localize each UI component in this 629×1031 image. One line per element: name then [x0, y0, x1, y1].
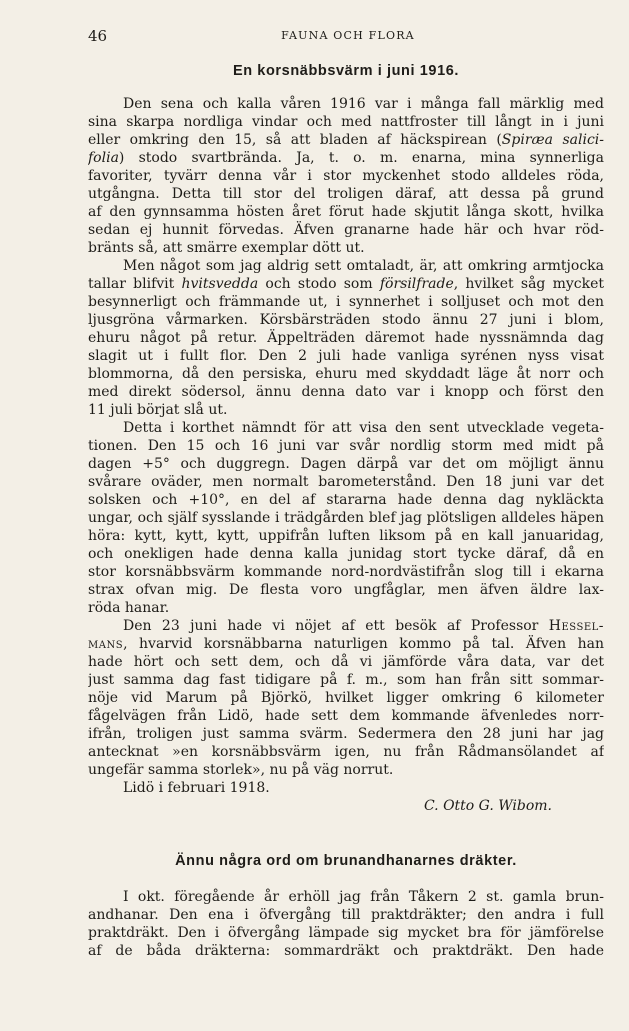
text-line — [88, 185, 604, 203]
page-number: 46 — [88, 27, 108, 45]
italic-run: C. Otto G. Wibom. — [423, 798, 552, 814]
text-run: 11 juli börjat slå ut. — [88, 402, 228, 418]
text-line — [88, 888, 604, 906]
text-line — [88, 455, 604, 473]
text-line — [88, 365, 604, 383]
text-run: af de båda dräkterna: sommardräkt och praktdräkt. Den hade — [88, 943, 604, 959]
place-date-line — [88, 779, 604, 797]
text-line — [88, 906, 604, 924]
text-run: slagit ut i fullt flor. Den 2 juli hade vanliga syrénen nyss visat — [88, 348, 604, 364]
text-run: , hvilket såg mycket — [453, 276, 604, 292]
article-title: En korsnäbbsvärm i juni 1916. — [232, 63, 460, 79]
text-run: tionen. Den 15 och 16 juni var svår nordlig storm med midt på — [88, 438, 604, 454]
text-line — [88, 509, 604, 527]
text-line — [88, 563, 604, 581]
text-run: ungefär samma storlek», nu på väg norrut. — [88, 762, 394, 778]
text-line — [88, 599, 604, 617]
running-head: FAUNA OCH FLORA — [281, 29, 415, 42]
text-run: antecknat »en korsnäbbsvärm igen, nu från Rådmansölandet af — [88, 744, 604, 760]
text-line — [88, 149, 604, 167]
text-run: och stodo som — [258, 276, 380, 292]
text-line — [88, 131, 604, 149]
article-body — [88, 888, 604, 960]
text-run: ungar, och själf sysslande i trädgården blef jag plötsligen alldeles häpen — [88, 510, 604, 526]
small-caps-run: Hessel- — [548, 618, 604, 634]
text-line — [88, 275, 604, 293]
text-run: sedan ej hunnit förvedas. Äfven granarne hade här och hvar röd- — [88, 222, 604, 238]
text-run: dagen +5° och duggregn. Dagen därpå var det om möjligt ännu — [88, 456, 604, 472]
text-line — [88, 635, 604, 653]
text-run: och onekligen hade denna kalla junidag stort tycke däraf, då en — [88, 546, 604, 562]
text-line — [88, 95, 604, 113]
text-run: sina skarpa nordliga vindar och med nattfroster till långt in i juni — [88, 114, 604, 130]
text-line — [88, 167, 604, 185]
text-line — [88, 311, 604, 329]
article-brunandhanar — [88, 851, 604, 960]
text-line — [88, 239, 604, 257]
text-run: tallar blifvit — [88, 276, 182, 292]
text-run: favoriter, tyvärr denna vår i stor myckenhet stodo alldeles röda, — [88, 168, 604, 184]
text-run: Detta i korthet nämndt för att visa den sent utvecklade vegeta- — [123, 420, 604, 436]
text-line — [88, 383, 604, 401]
text-line — [88, 113, 604, 131]
text-run: just samma dag fast tidigare på f. m., som han från sitt sommar- — [88, 672, 604, 688]
text-line — [88, 347, 604, 365]
page-header — [88, 27, 608, 47]
text-line — [88, 545, 604, 563]
article-body — [88, 95, 604, 815]
text-run: Den sena och kalla våren 1916 var i många fall märklig med — [123, 96, 604, 112]
text-run: bränts så, att smärre exemplar dött ut. — [88, 240, 365, 256]
article-korsnabbsvarm — [88, 61, 604, 815]
text-line — [88, 473, 604, 491]
text-run: nöje vid Marum på Björkö, hvilket ligger omkring 6 kilometer — [88, 690, 604, 706]
text-run: med direkt södersol, ännu denna dato var i knopp och först den — [88, 384, 604, 400]
text-run: fågelvägen från Lidö, hade sett dem kommande äfvenledes norr- — [88, 708, 604, 724]
text-line — [88, 617, 604, 635]
text-run: eller omkring den 15, så att bladen af häckspirean ( — [88, 132, 502, 148]
text-run: andhanar. Den ena i öfvergång till praktdräkter; den andra i full — [88, 907, 604, 923]
text-line — [88, 924, 604, 942]
text-line — [88, 761, 604, 779]
text-run: , hvarvid korsnäbbarna naturligen kommo på tal. Äfven han — [123, 636, 604, 652]
small-caps-run: mans — [88, 636, 124, 652]
text-run: stor korsnäbbsvärm kommande nord-nordvästifrån slog till i ekarna — [88, 564, 604, 580]
text-line — [88, 437, 604, 455]
text-run: hade hört och sett dem, och då vi jämförde våra data, var det — [88, 654, 604, 670]
text-run: ifrån, troligen just samma svärm. Sedermera den 28 juni har jag — [88, 726, 604, 742]
text-line — [88, 527, 604, 545]
text-run: ljusgröna vårmarken. Körsbärsträden stodo ännu 27 juni i blom, — [88, 312, 604, 328]
text-line — [88, 329, 604, 347]
text-line — [88, 203, 604, 221]
text-run: utgångna. Detta till stor del troligen däraf, att dessa på grund — [88, 186, 604, 202]
text-run: af den gynnsamma hösten året förut hade skjutit långa skott, hvilka — [88, 204, 604, 220]
text-run: solsken och +10°, en del af stararna hade denna dag nykläckta — [88, 492, 604, 508]
text-line — [88, 689, 604, 707]
text-line — [88, 942, 604, 960]
text-line — [88, 743, 604, 761]
text-line — [88, 653, 604, 671]
italic-run: hvitsvedda — [181, 276, 259, 292]
text-line — [88, 419, 604, 437]
text-run: besynnerligt och främmande ut, i synnerhet i solljuset och mot den — [88, 294, 604, 310]
text-run: höra: kytt, kytt, kytt, uppifrån luften liksom på en kall januaridag, — [88, 528, 604, 544]
italic-run: försilfrade — [379, 276, 454, 292]
text-run: Lidö i februari 1918. — [123, 780, 270, 796]
italic-run: Spiræa salici- — [501, 132, 604, 148]
text-run: Men något som jag aldrig sett omtaladt, är, att omkring armtjocka — [123, 258, 604, 274]
text-line — [88, 671, 604, 689]
text-line — [88, 221, 604, 239]
text-line — [88, 725, 604, 743]
text-run: blommorna, då den persiska, ehuru med skyddadt läge åt norr och — [88, 366, 604, 382]
text-line — [88, 293, 604, 311]
text-run: I okt. föregående år erhöll jag från Tåkern 2 st. gamla brun- — [123, 889, 604, 905]
text-run: Den 23 juni hade vi nöjet af ett besök af Professor — [123, 618, 549, 634]
text-line — [88, 581, 604, 599]
text-run: strax ofvan mig. De flesta voro ungfåglar, men äfven äldre lax- — [88, 582, 604, 598]
author-signature — [88, 797, 604, 815]
text-run: röda hanar. — [88, 600, 170, 616]
article-title: Ännu några ord om brunandhanarnes dräkter. — [175, 853, 517, 869]
italic-run: folia — [88, 150, 119, 166]
text-line — [88, 491, 604, 509]
text-line — [88, 257, 604, 275]
text-run: svårare oväder, men normalt barometerstånd. Den 18 juni var det — [88, 474, 604, 490]
text-line — [88, 401, 604, 419]
text-line — [88, 707, 604, 725]
text-run: ehuru något på retur. Äppelträden däremot hade nyssnämnda dag — [88, 330, 604, 346]
text-run: praktdräkt. Den i öfvergång lämpade sig mycket bra för jämförelse — [88, 925, 604, 941]
text-run: ) stodo svartbrända. Ja, t. o. m. enarna, mina synnerliga — [118, 150, 604, 166]
